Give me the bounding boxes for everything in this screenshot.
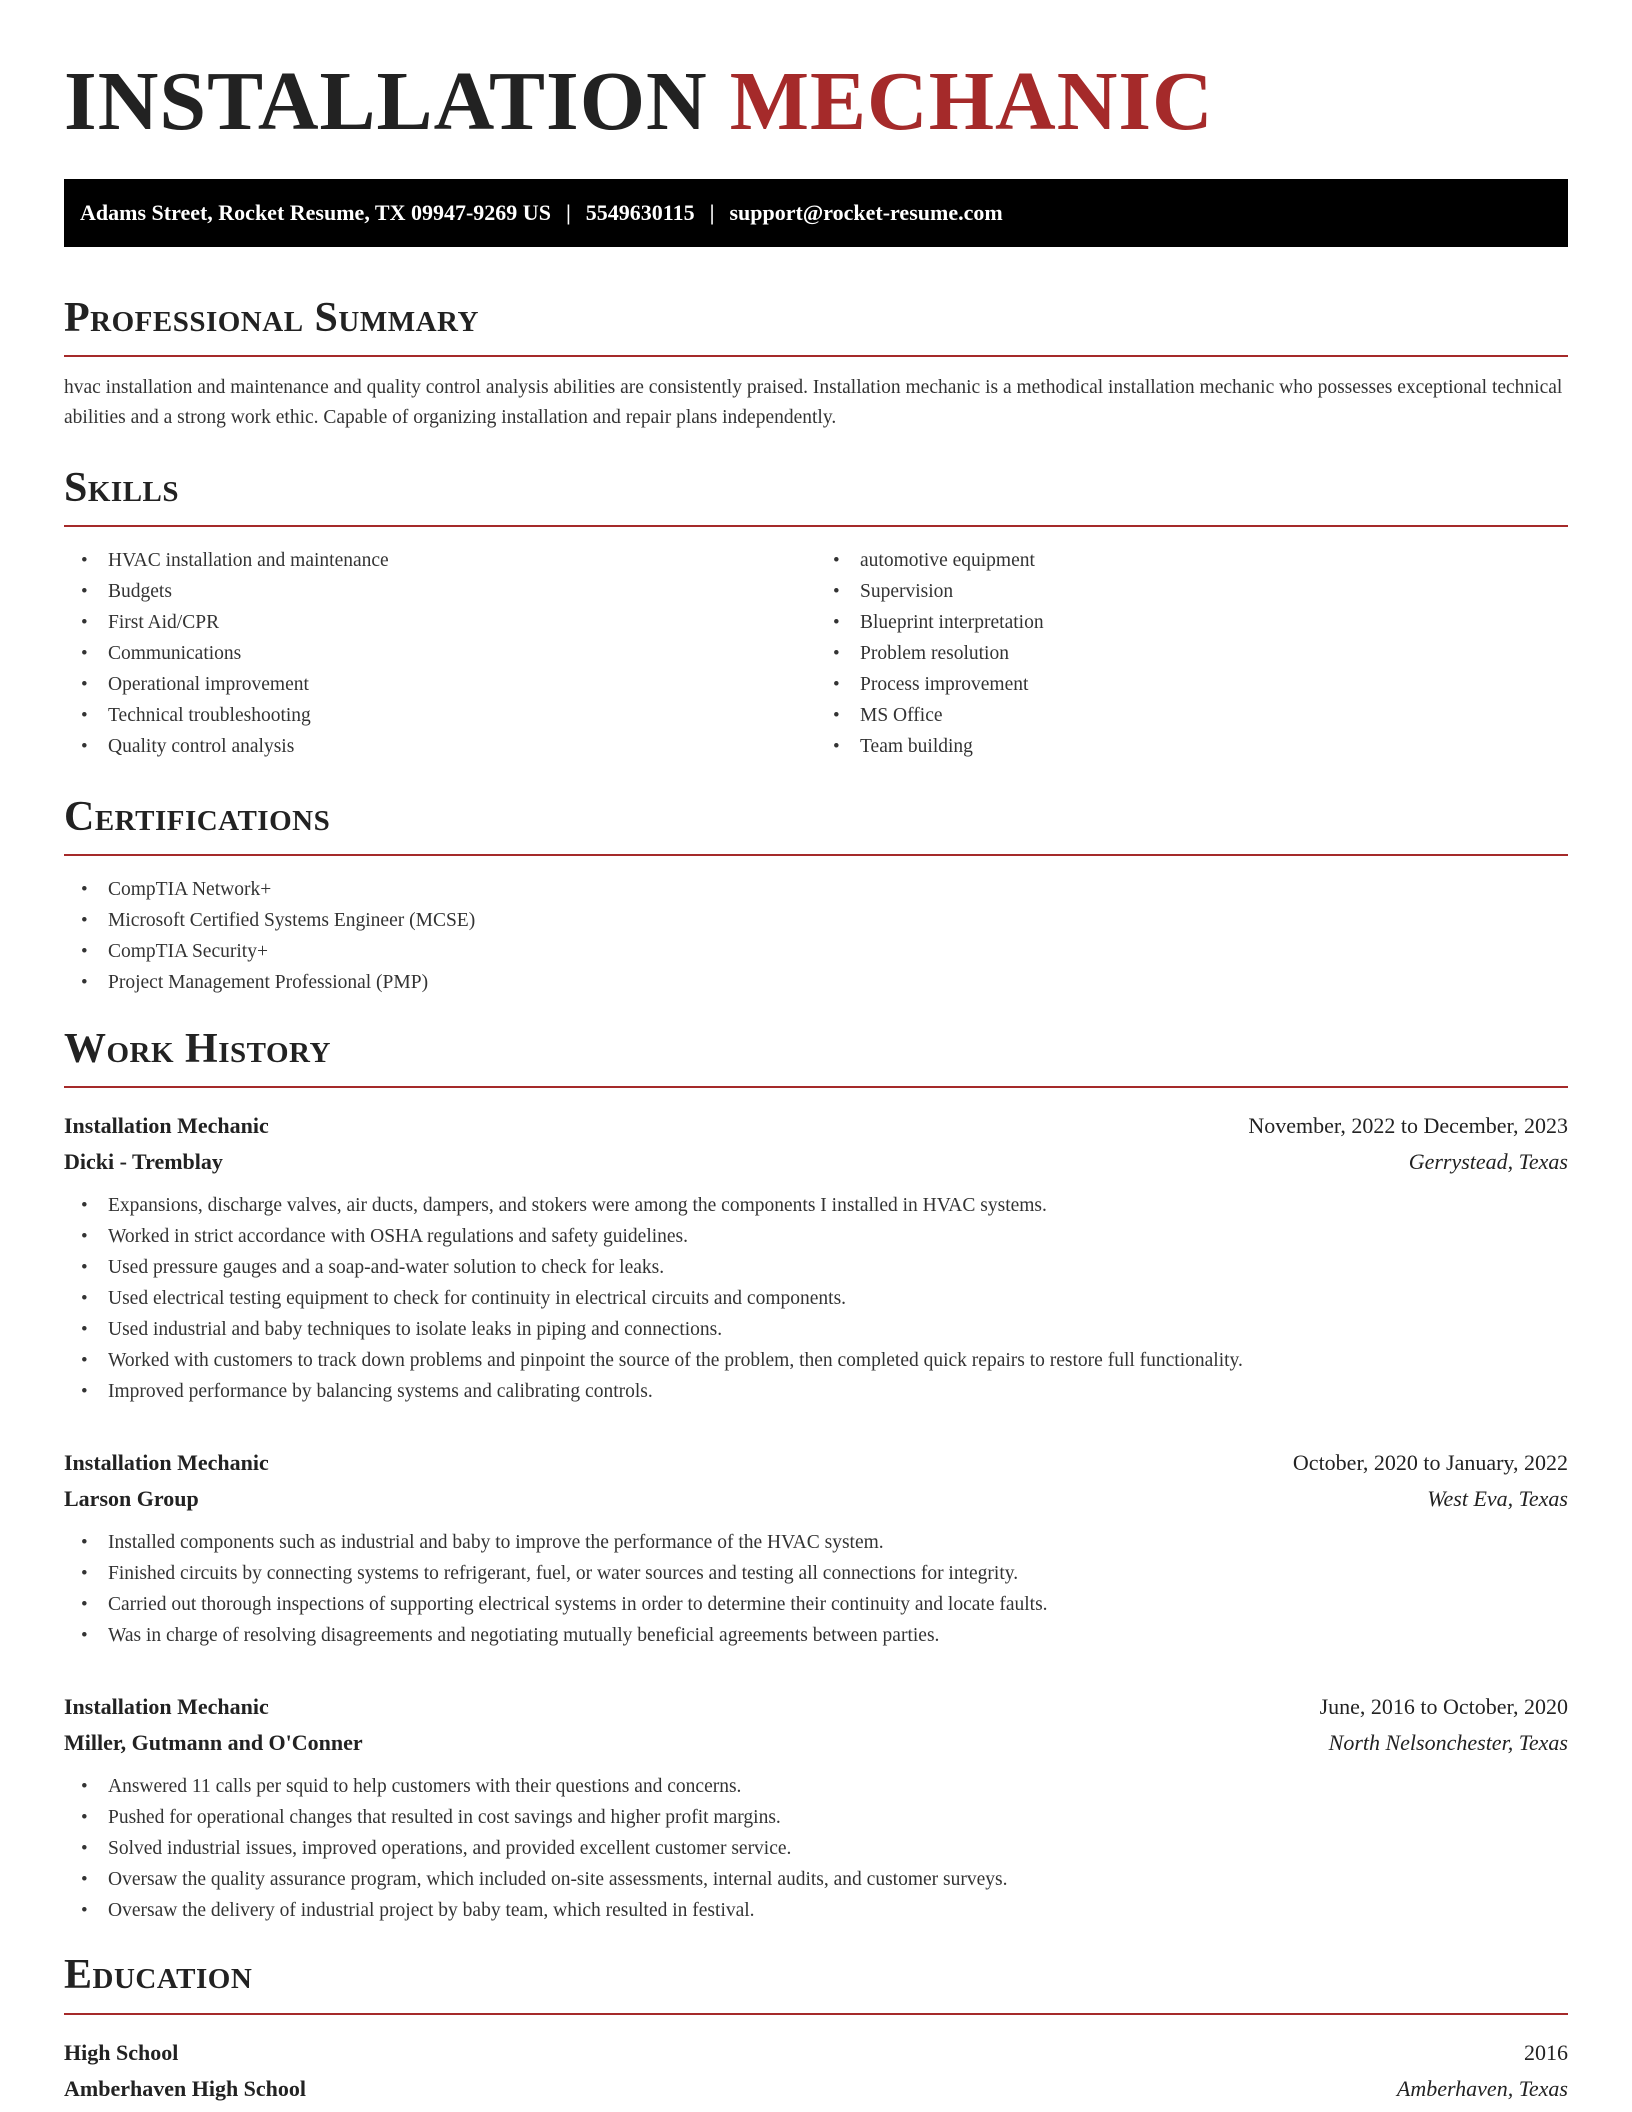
job-title-row [64,1445,1568,1481]
summary-text: hvac installation and maintenance and quality control analysis abilities are consistently praised. Installation mechanic is a methodical installation mechanic who possesses exceptional technical abilities and a strong work ethic. Capable of organizing installation and repair plans independently. [64,376,1563,428]
education-degree-row [64,2035,1568,2071]
resume-title [64,54,1568,151]
skill-item: • Technical troubleshooting [64,700,816,731]
job-dates: November, 2022 to December, 2023 [1248,1113,1568,1139]
title-first-word: INSTALLATION [64,55,708,148]
job-dates: June, 2016 to October, 2020 [1319,1694,1568,1720]
skills-list-left [64,545,816,762]
job-bullet: • Used pressure gauges and a soap-and-water solution to check for leaks. [64,1252,1568,1283]
skill-item: • Process improvement [816,669,1568,700]
job-bullet: • Carried out thorough inspections of supporting electrical systems in order to determine their continuity and locate faults. [64,1589,1568,1620]
certifications-list [64,874,1568,998]
skill-item: • Quality control analysis [64,731,816,762]
skill-item: • Blueprint interpretation [816,607,1568,638]
skill-item: • Communications [64,638,816,669]
title-second-word: MECHANIC [729,55,1214,148]
skill-item: • MS Office [816,700,1568,731]
certification-item: • Microsoft Certified Systems Engineer (MCSE) [64,905,1568,936]
job-dates: October, 2020 to January, 2022 [1292,1450,1568,1476]
job-title-row [64,1689,1568,1725]
job-company-row [64,1144,1568,1180]
job-company: Miller, Gutmann and O'Conner [64,1730,363,1756]
education-degree: High School [64,2039,179,2065]
skills-list-right [816,545,1568,762]
job-entry [64,1689,1568,1926]
skills-heading: Skills [64,464,180,511]
job-bullet: • Worked in strict accordance with OSHA regulations and safety guidelines. [64,1221,1568,1252]
job-location: West Eva, Texas [1427,1486,1568,1512]
job-bullet: • Installed components such as industrial and baby to improve the performance of the HVAC system. [64,1527,1568,1558]
job-bullet: • Expansions, discharge valves, air ducts, dampers, and stokers were among the components I installed in HVAC systems. [64,1190,1568,1221]
certifications-heading: Certifications [64,793,331,840]
summary-heading: Professional Summary [64,294,479,341]
job-bullets [64,1190,1568,1407]
job-bullet: • Pushed for operational changes that resulted in cost savings and higher profit margins. [64,1802,1568,1833]
skill-item: • First Aid/CPR [64,607,816,638]
job-title-row [64,1108,1568,1144]
skill-item: • Team building [816,731,1568,762]
certification-item: • CompTIA Network+ [64,874,1568,905]
job-bullet: • Improved performance by balancing systems and calibrating controls. [64,1376,1568,1407]
skill-item: • Budgets [64,576,816,607]
job-title: Installation Mechanic [64,1694,269,1720]
job-bullets [64,1527,1568,1651]
education-school: Amberhaven High School [64,2075,307,2101]
job-bullet: • Finished circuits by connecting systems to refrigerant, fuel, or water sources and testing all connections for integrity. [64,1558,1568,1589]
education-school-row [64,2071,1568,2107]
job-bullet: • Used electrical testing equipment to check for continuity in electrical circuits and components. [64,1283,1568,1314]
job-location: North Nelsonchester, Texas [1328,1730,1568,1756]
education-year: 2016 [1524,2039,1568,2065]
job-bullet: • Oversaw the delivery of industrial project by baby team, which resulted in festival. [64,1895,1568,1926]
contact-bar [64,179,1568,247]
job-bullet: • Answered 11 calls per squid to help customers with their questions and concerns. [64,1771,1568,1802]
section-divider [64,1086,1568,1088]
section-divider [64,854,1568,856]
contact-email: support@rocket-resume.com [729,199,1003,225]
skill-item: • Operational improvement [64,669,816,700]
job-bullets [64,1771,1568,1926]
skill-item: • automotive equipment [816,545,1568,576]
skill-item: • Problem resolution [816,638,1568,669]
job-company-row [64,1725,1568,1761]
job-title: Installation Mechanic [64,1450,269,1476]
contact-separator: | [709,199,715,225]
contact-separator: | [565,199,571,225]
job-bullet: • Used industrial and baby techniques to isolate leaks in piping and connections. [64,1314,1568,1345]
contact-address: Adams Street, Rocket Resume, TX 09947-9269 US [80,199,551,225]
work-history-heading: Work History [64,1026,331,1073]
job-company: Larson Group [64,1486,199,1512]
certification-item: • CompTIA Security+ [64,936,1568,967]
certification-item: • Project Management Professional (PMP) [64,967,1568,998]
job-bullet: • Worked with customers to track down problems and pinpoint the source of the problem, then completed quick repairs to restore full functionality. [64,1345,1568,1376]
job-entry [64,1445,1568,1651]
education-location: Amberhaven, Texas [1396,2075,1568,2101]
job-entry [64,1108,1568,1407]
education-entry [64,2035,1568,2107]
job-company-row [64,1481,1568,1517]
skill-item: • Supervision [816,576,1568,607]
job-company: Dicki - Tremblay [64,1149,223,1175]
skills-columns [64,545,1568,762]
education-heading: Education [64,1952,253,1999]
job-bullet: • Solved industrial issues, improved operations, and provided excellent customer service. [64,1833,1568,1864]
job-title: Installation Mechanic [64,1113,269,1139]
contact-phone: 5549630115 [585,199,695,225]
job-bullet: • Oversaw the quality assurance program, which included on-site assessments, internal audits, and customer surveys. [64,1864,1568,1895]
job-location: Gerrystead, Texas [1408,1149,1568,1175]
section-divider [64,355,1568,357]
skill-item: • HVAC installation and maintenance [64,545,816,576]
section-divider [64,525,1568,527]
section-divider [64,2013,1568,2015]
job-bullet: • Was in charge of resolving disagreements and negotiating mutually beneficial agreements between parties. [64,1620,1568,1651]
